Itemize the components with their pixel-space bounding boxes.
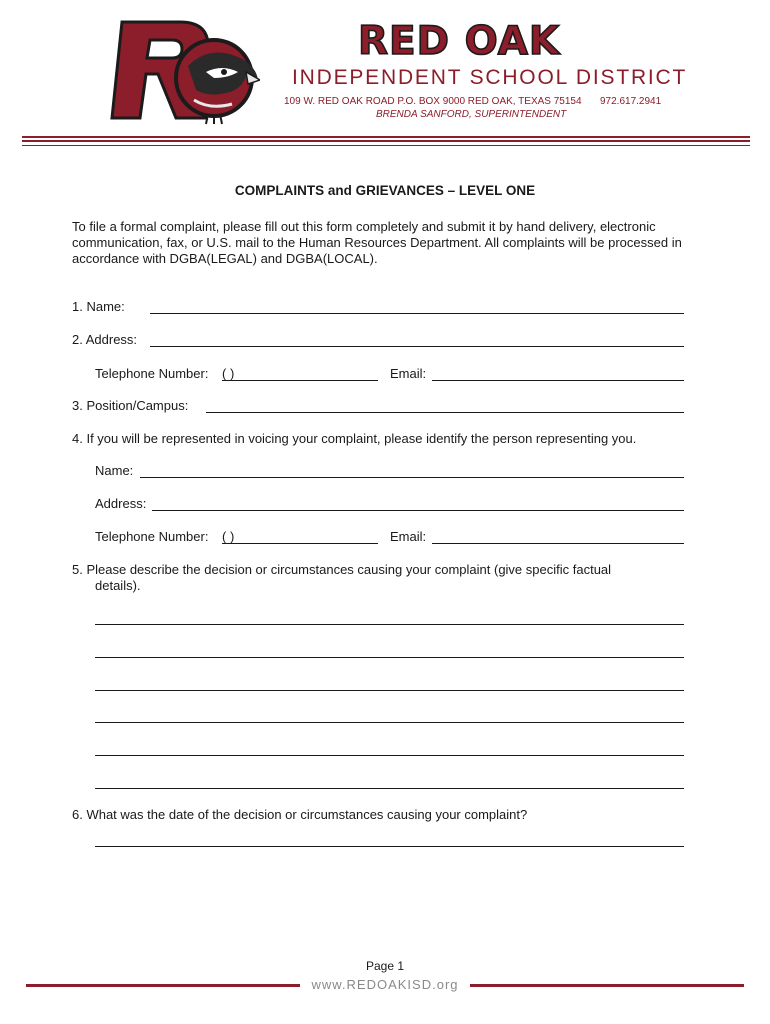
area-code-parens: ( ) [222,366,235,381]
form-title: COMPLAINTS and GRIEVANCES – LEVEL ONE [234,183,536,198]
representative-telephone-field[interactable] [222,543,378,544]
representative-name-label: Name: [95,463,134,478]
representative-area-code-parens: ( ) [222,529,235,544]
district-phone: 972.617.2941 [600,96,662,107]
district-address: 109 W. RED OAK ROAD P.O. BOX 9000 RED OAK, TEXAS 75154 [284,96,582,107]
representative-address-field[interactable] [152,510,684,511]
question-5-label-cont: details). [95,578,141,593]
description-line-6[interactable] [95,788,684,789]
header-rule-top [22,136,750,138]
question-6-label: 6. What was the date of the decision or circumstances causing your complaint? [72,807,528,822]
district-name: RED OAK [358,19,561,64]
footer-website: www.REDOAKISD.org [311,977,459,992]
question-2-label: 2. Address: [72,332,138,347]
decision-date-field[interactable] [95,846,684,847]
representative-address-label: Address: [95,496,147,511]
page-number: Page 1 [365,959,405,973]
header-rule-middle [22,140,750,142]
representative-email-label: Email: [390,529,427,544]
telephone-field[interactable] [222,380,378,381]
form-instructions: To file a formal complaint, please fill out this form completely and submit it by hand delivery, electronic communication, fax, or U.S. mail to the Human Resources Department. All complaints will be processed in accordance with DGBA(LEGAL) and DGBA(LOCAL). [72,219,682,266]
name-field[interactable] [150,313,684,314]
question-1-label: 1. Name: [72,299,125,314]
position-campus-field[interactable] [206,412,684,413]
header-rule-bottom [22,145,750,146]
description-line-4[interactable] [95,722,684,723]
footer-rule-right [470,984,744,987]
telephone-label: Telephone Number: [95,366,209,381]
district-subtitle: INDEPENDENT SCHOOL DISTRICT [292,66,688,89]
question-3-label: 3. Position/Campus: [72,398,189,413]
email-label: Email: [390,366,427,381]
description-line-2[interactable] [95,657,684,658]
representative-email-field[interactable] [432,543,684,544]
description-line-5[interactable] [95,755,684,756]
representative-name-field[interactable] [140,477,684,478]
question-4-label: 4. If you will be represented in voicing your complaint, please identify the person representing you. [72,431,637,446]
representative-telephone-label: Telephone Number: [95,529,209,544]
question-5-label: 5. Please describe the decision or circumstances causing your complaint (give specific factual [72,562,612,577]
red-oak-hawk-logo [110,14,260,126]
description-line-3[interactable] [95,690,684,691]
address-field[interactable] [150,346,684,347]
description-line-1[interactable] [95,624,684,625]
superintendent-name: BRENDA SANFORD, SUPERINTENDENT [376,109,567,120]
email-field[interactable] [432,380,684,381]
